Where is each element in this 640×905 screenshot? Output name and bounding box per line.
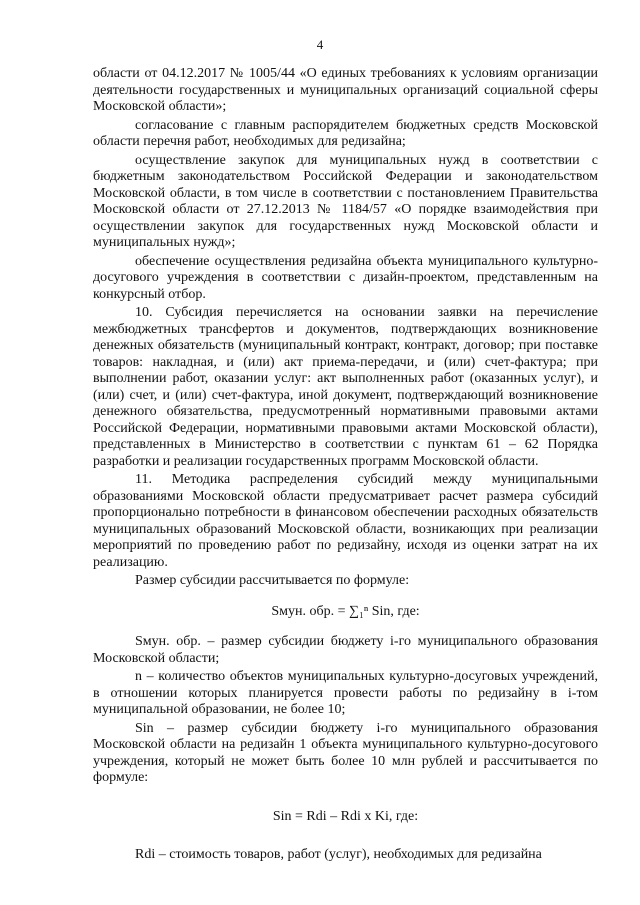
paragraph-10: 10. Субсидия перечисляется на основании заявки на перечисление межбюджетных трансфертов и документов, подтверждающих возникновение денежных обязательств (муниципальный контракт, контракт, договор; при поставке товаров: накладная, и (или) акт приема-передачи, и (или) счет-фактура; при выполнении работ, оказании услуг: акт выполненных работ (оказанных услуг), и (или) счет, и (или) счет-фактура, иной документ, подтверждающий возникновение денежного обязательства, предусмотренный нормативными правовыми актами Российской Федерации, нормативными правовыми актами Московской области), представленных в Министерство в соответствии с пунктам 61 – 62 Порядка разработки и реализации государственных программ Московской области. xyxy=(93,305,598,469)
paragraph-n-definition: n – количество объектов муниципальных культурно-досуговых учреждений, в отношении которых планируется провести работы по редизайну в i-том муниципальной образовании, не более 10; xyxy=(93,669,598,717)
formula-subsidy-total: Sмун. обр. = ∑₁ⁿ Sin, где: xyxy=(271,603,420,619)
paragraph-11: 11. Методика распределения субсидий между муниципальными образованиями Московской области предусматривает расчет размера субсидий пропорционально потребности в финансовом обеспечении расходных обязательств муниципальных образований Московской области, возникающих при реализации мероприятий по проведению работ по редизайну, исходя из оценки затрат на их реализацию. xyxy=(93,472,598,570)
document-body xyxy=(93,66,598,864)
paragraph-approval: согласование с главным распорядителем бюджетных средств Московской области перечня работ, необходимых для редизайна; xyxy=(93,117,598,149)
paragraph-redesign: обеспечение осуществления редизайна объекта муниципального культурно-досугового учреждения в соответствии с дизайн-проектом, представленным на конкурсный отбор. xyxy=(93,253,598,302)
paragraph-formula-intro: Размер субсидии рассчитывается по формуле: xyxy=(135,573,410,588)
paragraph-procurement: осуществление закупок для муниципальных нужд в соответствии с бюджетным законодательством Российской Федерации и законодательством Московской области, в том числе в соответствии с постановлением Правительства Московской области от 27.12.2013 № 1184/57 «О порядке взаимодействия при осуществлении закупок для государственных нужд Московской области и муниципальных нужд»; xyxy=(93,152,598,250)
paragraph-continuation: области от 04.12.2017 № 1005/44 «О единых требованиях к условиям организации деятельности государственных и муниципальных организаций социальной сферы Московской области»; xyxy=(93,66,598,114)
page-number: 4 xyxy=(316,37,324,52)
paragraph-rdi-definition: Rdi – стоимость товаров, работ (услуг), необходимых для редизайна xyxy=(135,847,542,862)
paragraph-smun-definition: Sмун. обр. – размер субсидии бюджету i-го муниципального образования Московской области; xyxy=(93,634,598,666)
paragraph-sin-definition: Sin – размер субсидии бюджету i-го муниципального образования Московской области на редизайн 1 объекта муниципального культурно-досугового учреждения, который не может быть более 10 млн рублей и рассчитывается по формуле: xyxy=(93,720,598,785)
formula-subsidy-object: Sin = Rdi – Rdi x Ki, где: xyxy=(272,808,419,824)
